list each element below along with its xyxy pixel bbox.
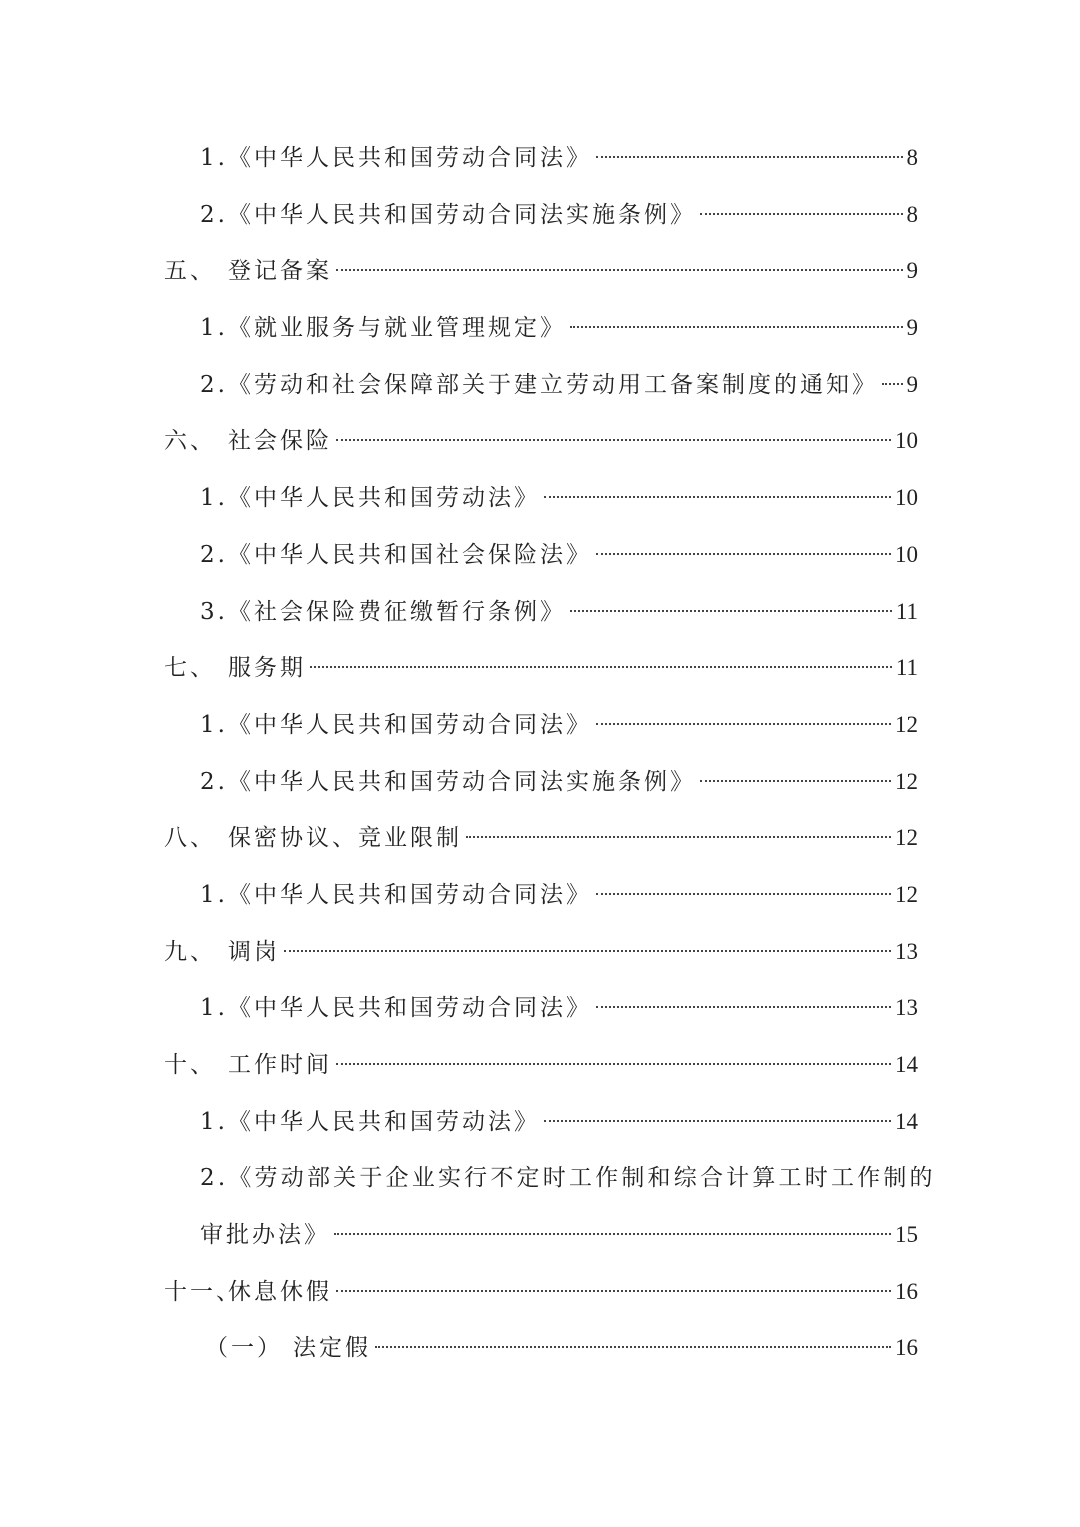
toc-entry-number: 九、 [164, 938, 216, 965]
dot-leader [336, 1290, 891, 1292]
toc-entry[interactable] [0, 1094, 1080, 1151]
toc-entry-title: 法定假 [293, 1335, 371, 1362]
dot-leader [570, 610, 892, 612]
dot-leader [375, 1346, 891, 1348]
toc-entry[interactable] [0, 584, 1080, 641]
toc-entry-title: 2.《劳动部关于企业实行不定时工作制和综合计算工时工作制的 [200, 1165, 936, 1192]
dot-leader [336, 269, 903, 271]
toc-entry[interactable] [0, 867, 1080, 924]
dot-leader [284, 950, 891, 952]
dot-leader [466, 836, 891, 838]
toc-entry-title: 调岗 [228, 938, 280, 965]
toc-entry[interactable] [0, 413, 1080, 470]
toc-entry-page-number: 9 [906, 258, 918, 284]
toc-entry-number: 八、 [164, 825, 216, 852]
toc-entry[interactable] [0, 640, 1080, 697]
toc-entry[interactable] [0, 1150, 1080, 1207]
toc-entry-title: 1.《中华人民共和国劳动法》 [200, 1108, 540, 1135]
table-of-contents [0, 130, 1080, 1377]
toc-entry-number: 七、 [164, 655, 216, 682]
toc-entry-number: 十、 [164, 1052, 216, 1078]
toc-entry-page-number: 13 [895, 938, 918, 964]
toc-entry-title: 1.《中华人民共和国劳动合同法》 [200, 711, 592, 738]
toc-entry[interactable] [0, 1264, 1080, 1321]
toc-entry-page-number: 8 [906, 201, 918, 227]
toc-entry[interactable] [0, 187, 1080, 244]
toc-entry-page-number: 10 [895, 541, 918, 567]
toc-entry-number: （一） [205, 1335, 283, 1362]
toc-entry[interactable] [0, 810, 1080, 867]
toc-entry-page-number: 15 [895, 1222, 918, 1248]
toc-entry-title: 1.《就业服务与就业管理规定》 [200, 315, 566, 342]
toc-entry[interactable] [0, 243, 1080, 300]
dot-leader [310, 666, 892, 668]
toc-entry-number: 五、 [164, 258, 216, 285]
toc-entry-title: 1.《中华人民共和国劳动法》 [200, 485, 540, 512]
toc-entry-page-number: 13 [895, 995, 918, 1021]
toc-entry-title: 2.《劳动和社会保障部关于建立劳动用工备案制度的通知》 [200, 371, 878, 398]
toc-entry-page-number: 12 [895, 711, 918, 737]
dot-leader [596, 156, 903, 158]
dot-leader [570, 326, 903, 328]
dot-leader [336, 1063, 891, 1065]
toc-entry-title: 服务期 [228, 655, 306, 682]
toc-entry[interactable] [0, 1320, 1080, 1377]
toc-entry-page-number: 12 [895, 768, 918, 794]
toc-entry[interactable] [0, 754, 1080, 811]
toc-entry-title: 登记备案 [228, 258, 332, 285]
dot-leader [596, 893, 891, 895]
toc-entry-page-number: 11 [895, 655, 918, 681]
toc-entry[interactable] [0, 300, 1080, 357]
toc-entry-page-number: 10 [895, 485, 918, 511]
toc-entry-page-number: 16 [895, 1278, 918, 1304]
dot-leader [700, 213, 903, 215]
toc-entry-page-number: 16 [895, 1335, 918, 1361]
toc-entry-page-number: 14 [895, 1108, 918, 1134]
toc-entry-number: 六、 [164, 428, 216, 455]
dot-leader [334, 1233, 891, 1235]
toc-entry-page-number: 9 [906, 371, 918, 397]
toc-entry-title: 2.《中华人民共和国社会保险法》 [200, 541, 592, 568]
toc-entry-page-number: 11 [895, 598, 918, 624]
toc-entry-title: 审批办法》 [200, 1222, 330, 1249]
toc-entry-title: 3.《社会保险费征缴暂行条例》 [200, 598, 566, 625]
dot-leader [544, 496, 891, 498]
toc-entry-number: 十一、 [164, 1278, 242, 1305]
toc-entry-title: 1.《中华人民共和国劳动合同法》 [200, 995, 592, 1022]
toc-entry[interactable] [0, 357, 1080, 414]
toc-entry-page-number: 14 [895, 1052, 918, 1077]
toc-entry-page-number: 9 [906, 315, 918, 341]
toc-entry[interactable] [0, 1207, 1080, 1264]
toc-entry[interactable] [0, 470, 1080, 527]
dot-leader [882, 383, 903, 385]
toc-entry-title: 工作时间 [228, 1052, 332, 1078]
toc-entry[interactable] [0, 924, 1080, 981]
toc-entry[interactable] [0, 980, 1080, 1037]
dot-leader [596, 553, 891, 555]
toc-entry-title: 社会保险 [228, 428, 332, 455]
dot-leader [596, 1006, 891, 1008]
dot-leader [700, 780, 891, 782]
toc-entry[interactable] [0, 527, 1080, 584]
toc-entry-title: 2.《中华人民共和国劳动合同法实施条例》 [200, 201, 696, 228]
toc-entry-page-number: 12 [895, 825, 918, 851]
toc-entry-title: 1.《中华人民共和国劳动合同法》 [200, 881, 592, 908]
dot-leader [596, 723, 891, 725]
dot-leader [336, 439, 891, 441]
toc-entry-title: 1.《中华人民共和国劳动合同法》 [200, 145, 592, 171]
dot-leader [544, 1120, 891, 1122]
toc-entry[interactable] [0, 1037, 1080, 1094]
toc-entry[interactable] [0, 697, 1080, 754]
toc-entry-title: 2.《中华人民共和国劳动合同法实施条例》 [200, 768, 696, 795]
toc-entry-title: 休息休假 [228, 1278, 332, 1305]
toc-entry-page-number: 10 [895, 428, 918, 454]
toc-entry-page-number: 12 [895, 881, 918, 907]
toc-entry-title: 保密协议、竞业限制 [228, 825, 462, 852]
toc-entry-page-number: 8 [906, 145, 918, 170]
toc-entry[interactable] [0, 130, 1080, 187]
